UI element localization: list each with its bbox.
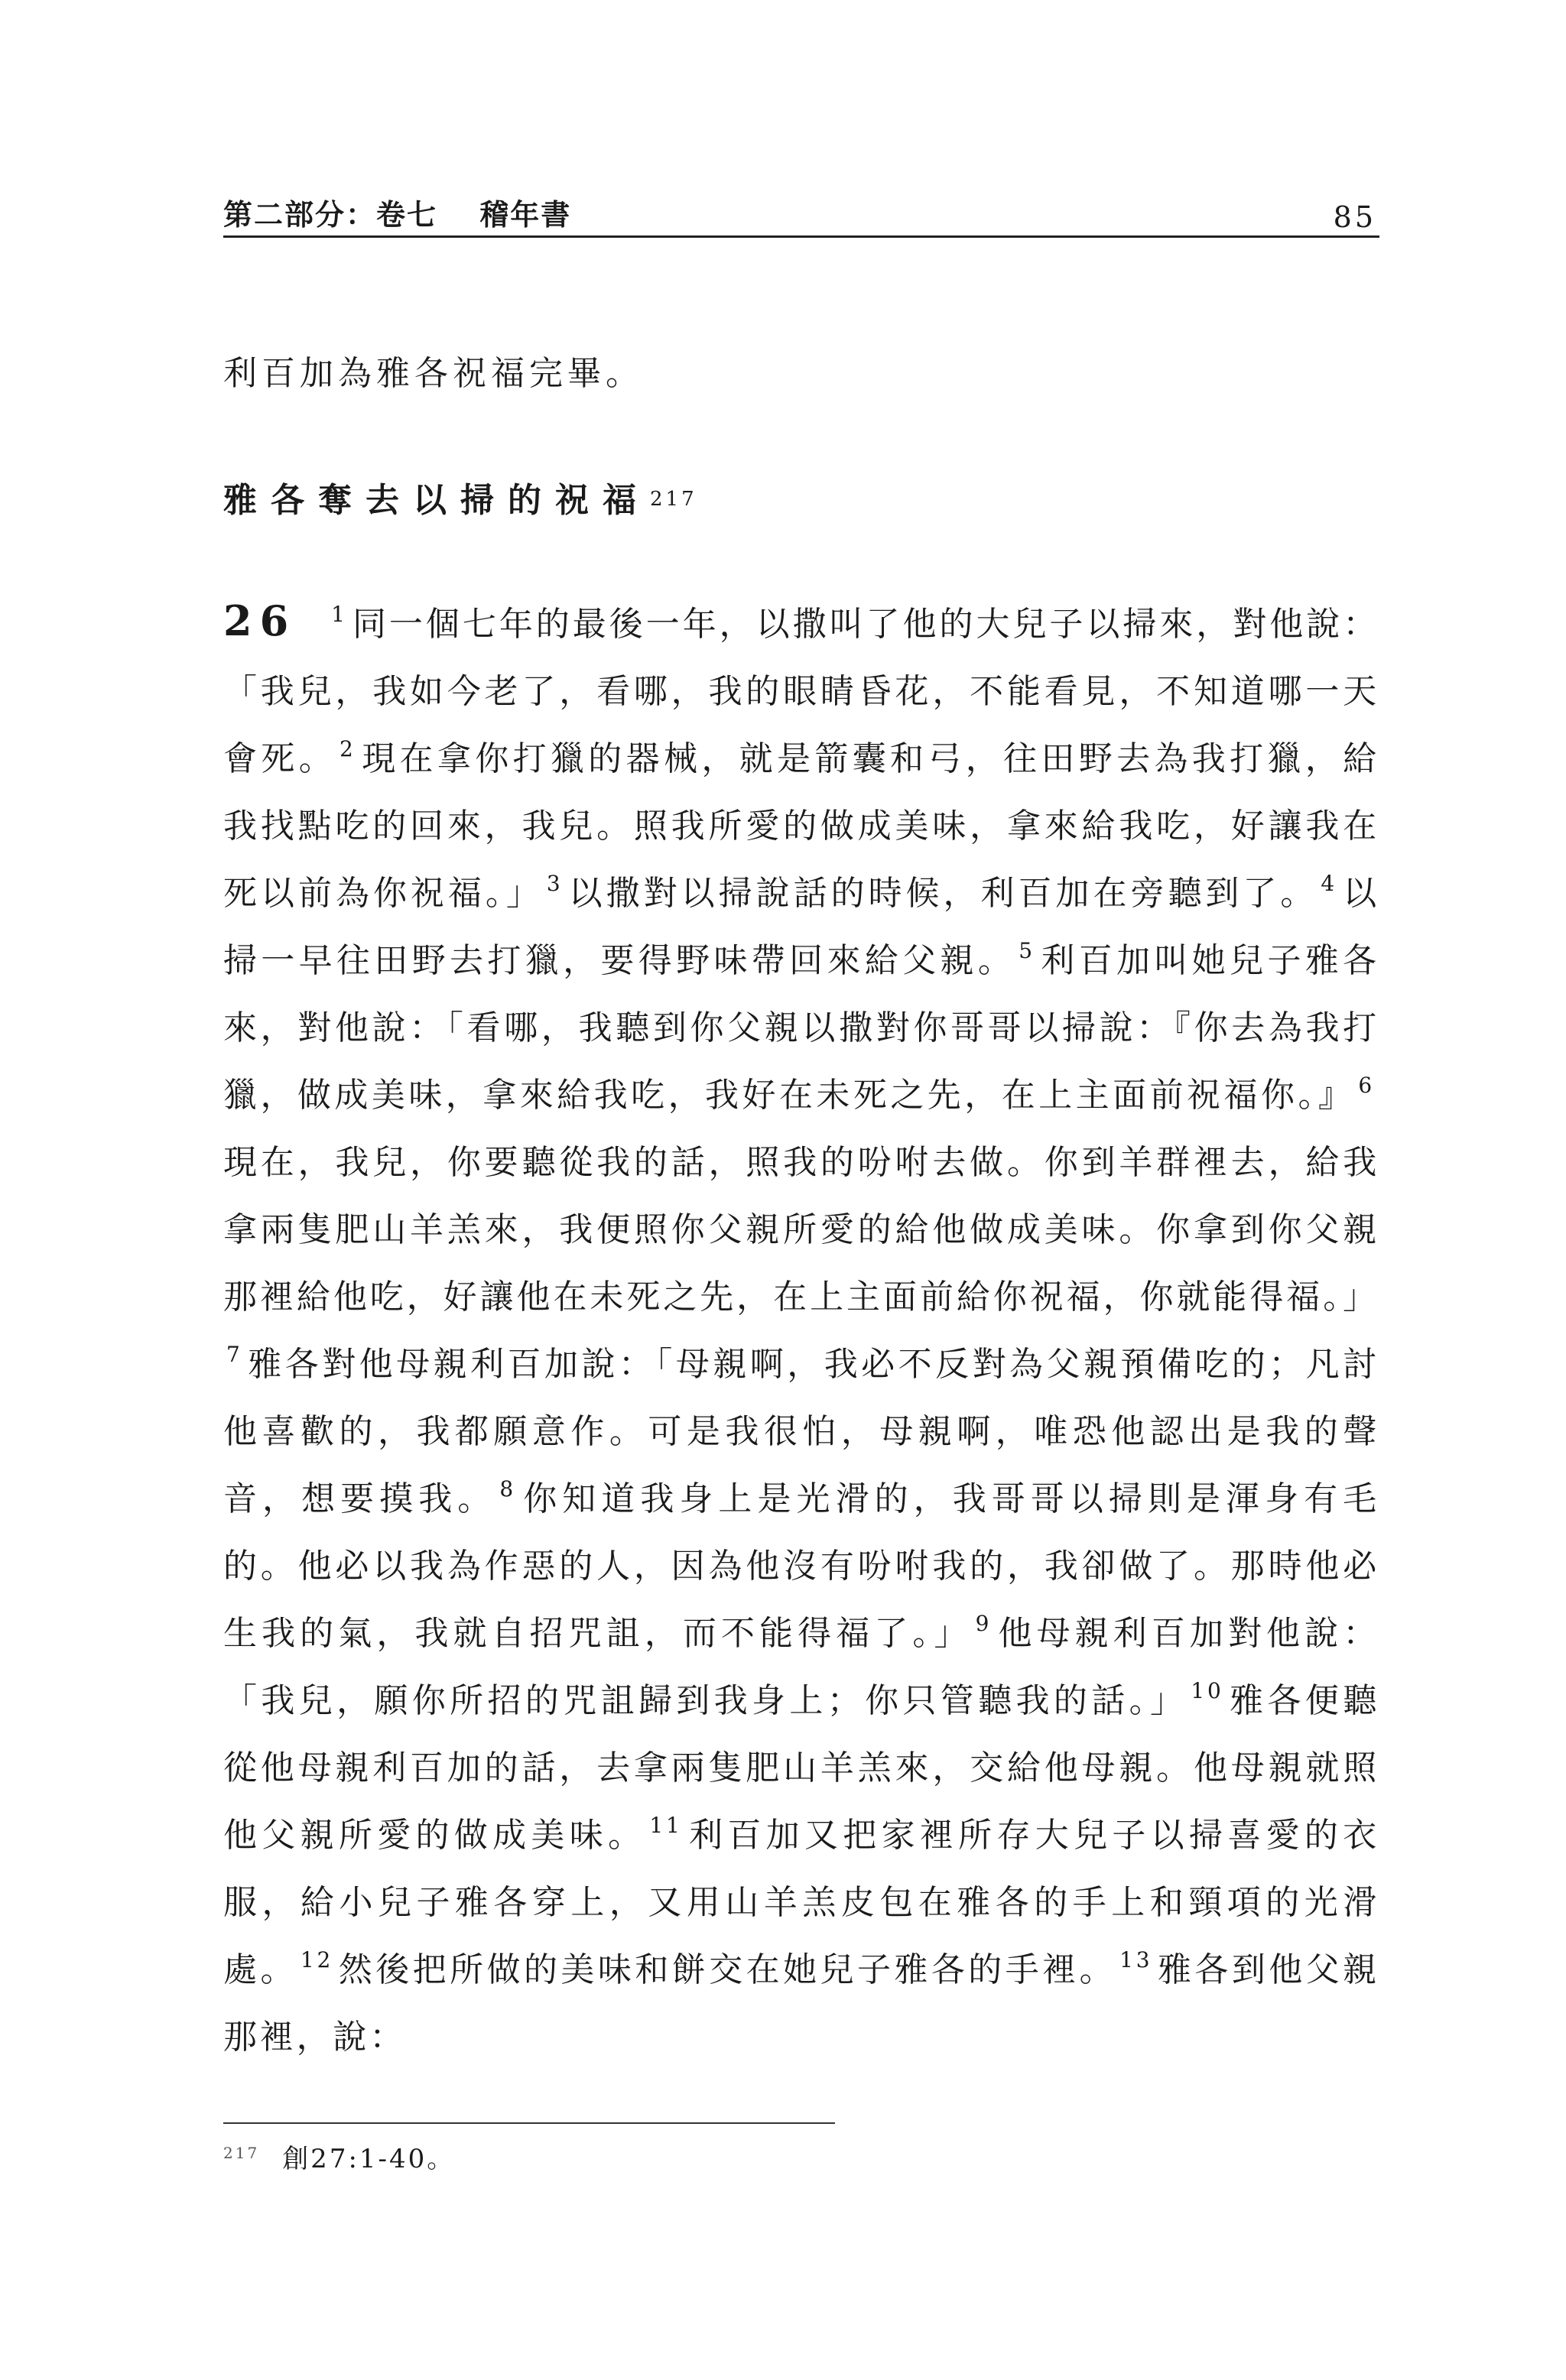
verse-number: 5 [1019,938,1035,963]
intro-line: 利百加為雅各祝福完畢。 [223,354,644,393]
running-header [223,190,1379,238]
verse-number: 6 [1358,1073,1375,1098]
verse-number: 7 [226,1342,243,1367]
verse-number: 4 [1321,871,1338,896]
heading-footnote-ref: 217 [650,488,697,511]
scripture-body [223,587,1379,2071]
section-heading [223,472,697,521]
verse-number: 12 [300,1947,334,1973]
verse-number: 9 [975,1611,993,1636]
verse-text: 雅各到他父親那裡，說： [223,1950,1379,2057]
footnote [223,2138,455,2175]
heading-title: 雅各奪去以掃的祝福 [223,481,650,520]
chapter-number: 26 [223,596,297,645]
footnote-text: 創27:1-40。 [282,2144,456,2174]
verse-text: 同一個七年的最後一年，以撒叫了他的大兒子以掃來，對他說：「我兒，我如今老了，看哪，我的眼睛昏花，不能看見，不知道哪一天會死。 [223,605,1379,778]
verse-text: 現在，我兒，你要聽從我的話，照我的吩咐去做。你到羊群裡去，給我拿兩隻肥山羊羔來，我便照你父親所愛的給他做成美味。你拿到你父親那裡給他吃，好讓他在未死之先，在上主面前給你祝福，你就能得福。」 [223,1143,1379,1317]
verse-number: 3 [546,871,564,896]
footnote-mark: 217 [223,2144,260,2162]
verse-text: 以掃一早往田野去打獵，要得野味帶回來給父親。 [223,874,1380,980]
verse-text: 雅各便聽從他母親利百加的話，去拿兩隻肥山羊羔來，交給他母親。他母親就照他父親所愛的做成美味。 [223,1681,1379,1855]
verse-number: 1 [331,602,348,627]
page-number: 85 [1333,200,1376,234]
verse-text: 你知道我身上是光滑的，我哥哥以掃則是渾身有毛的。他必以我為作惡的人，因為他沒有吩咐我的，我卻做了。那時他必生我的氣，我就自招咒詛，而不能得福了。」 [223,1479,1379,1653]
verse-number: 11 [649,1813,683,1838]
footnote-divider [223,2122,835,2124]
verse-number: 10 [1191,1678,1224,1703]
verse-number: 2 [340,736,356,761]
verse-text: 利百加叫她兒子雅各來，對他說：「看哪，我聽到你父親以撒對你哥哥以掃說：『你去為我打獵，做成美味，拿來給我吃，我好在未死之先，在上主面前祝福你。』 [223,941,1379,1115]
verse-number: 13 [1119,1947,1153,1973]
verse-text: 現在拿你打獵的器械，就是箭囊和弓，往田野去為我打獵，給我找點吃的回來，我兒。照我所愛的做成美味，拿來給我吃，好讓我在死以前為你祝福。」 [223,739,1379,913]
verse-text: 他母親利百加對他說：「我兒，願你所招的咒詛歸到我身上；你只管聽我的話。」 [223,1614,1380,1720]
verse-text: 雅各對他母親利百加說：「母親啊，我必不反對為父親預備吃的；凡討他喜歡的，我都願意作。可是我很怕，母親啊，唯恐他認出是我的聲音，想要摸我。 [223,1345,1379,1518]
verse-text: 以撒對以掃說話的時候，利百加在旁聽到了。 [567,874,1318,913]
section-title: 第二部分：卷七 稽年書 [223,198,572,232]
verse-text: 利百加又把家裡所存大兒子以掃喜愛的衣服，給小兒子雅各穿上，又用山羊羔皮包在雅各的手上和頸項的光滑處。 [223,1816,1379,1989]
verse-number: 8 [499,1476,516,1502]
verse-text: 然後把所做的美味和餅交在她兒子雅各的手裡。 [338,1950,1117,1989]
